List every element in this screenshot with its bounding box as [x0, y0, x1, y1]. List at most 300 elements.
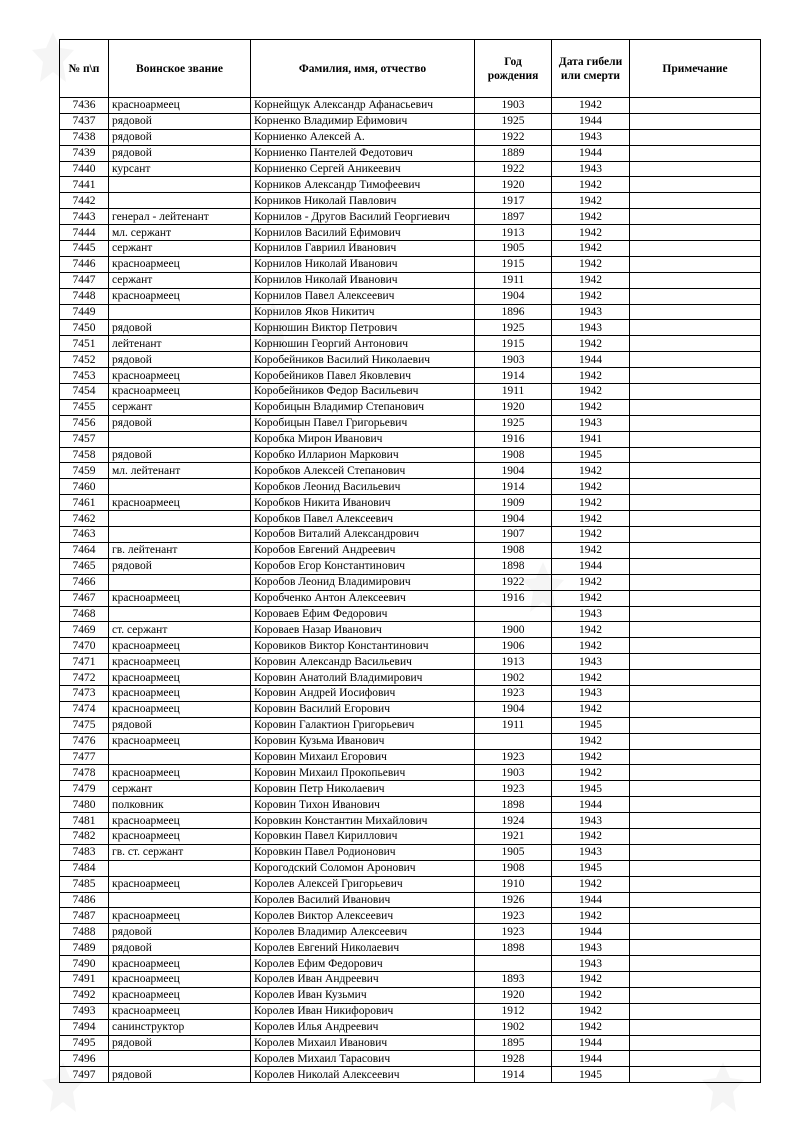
table-row	[60, 685, 761, 701]
cell-death-date: 1944	[552, 145, 630, 161]
cell-rank: сержант	[109, 241, 251, 257]
cell-note	[630, 828, 761, 844]
cell-note	[630, 431, 761, 447]
cell-number: 7476	[60, 733, 109, 749]
cell-number: 7457	[60, 431, 109, 447]
cell-rank: гв. лейтенант	[109, 542, 251, 558]
cell-number: 7440	[60, 161, 109, 177]
cell-rank: рядовой	[109, 1067, 251, 1083]
cell-full-name: Королев Михаил Тарасович	[251, 1051, 475, 1067]
cell-birth-year: 1924	[475, 813, 552, 829]
cell-death-date: 1944	[552, 113, 630, 129]
cell-birth-year: 1915	[475, 336, 552, 352]
cell-death-date: 1943	[552, 606, 630, 622]
table-row	[60, 876, 761, 892]
cell-death-date: 1942	[552, 225, 630, 241]
cell-birth-year: 1923	[475, 685, 552, 701]
cell-rank: курсант	[109, 161, 251, 177]
table-row	[60, 797, 761, 813]
cell-birth-year: 1922	[475, 129, 552, 145]
cell-note	[630, 876, 761, 892]
cell-full-name: Коровиков Виктор Константинович	[251, 638, 475, 654]
cell-full-name: Коровин Галактион Григорьевич	[251, 717, 475, 733]
cell-full-name: Коробов Виталий Александрович	[251, 527, 475, 543]
cell-full-name: Коробицын Павел Григорьевич	[251, 415, 475, 431]
cell-number: 7483	[60, 844, 109, 860]
cell-note	[630, 272, 761, 288]
cell-birth-year: 1908	[475, 447, 552, 463]
cell-birth-year: 1928	[475, 1051, 552, 1067]
cell-rank: красноармеец	[109, 1003, 251, 1019]
cell-birth-year: 1912	[475, 1003, 552, 1019]
cell-note	[630, 717, 761, 733]
table-row	[60, 241, 761, 257]
cell-full-name: Корнилов Павел Алексеевич	[251, 288, 475, 304]
cell-number: 7496	[60, 1051, 109, 1067]
cell-number: 7458	[60, 447, 109, 463]
cell-note	[630, 209, 761, 225]
cell-death-date: 1943	[552, 161, 630, 177]
table-row	[60, 701, 761, 717]
table-row	[60, 527, 761, 543]
cell-birth-year: 1916	[475, 590, 552, 606]
cell-birth-year: 1923	[475, 749, 552, 765]
cell-death-date: 1942	[552, 574, 630, 590]
table-row	[60, 399, 761, 415]
cell-full-name: Коробейников Павел Яковлевич	[251, 368, 475, 384]
cell-full-name: Коробов Леонид Владимирович	[251, 574, 475, 590]
cell-birth-year: 1913	[475, 225, 552, 241]
table-row	[60, 1067, 761, 1083]
cell-rank: красноармеец	[109, 908, 251, 924]
cell-birth-year: 1900	[475, 622, 552, 638]
cell-note	[630, 654, 761, 670]
cell-death-date: 1942	[552, 908, 630, 924]
cell-death-date: 1942	[552, 399, 630, 415]
cell-birth-year: 1914	[475, 479, 552, 495]
cell-note	[630, 638, 761, 654]
cell-death-date: 1942	[552, 670, 630, 686]
table-row	[60, 1051, 761, 1067]
cell-full-name: Королев Василий Иванович	[251, 892, 475, 908]
cell-number: 7462	[60, 511, 109, 527]
table-row	[60, 749, 761, 765]
cell-rank: сержант	[109, 781, 251, 797]
cell-number: 7453	[60, 368, 109, 384]
cell-death-date: 1941	[552, 431, 630, 447]
cell-birth-year: 1923	[475, 924, 552, 940]
cell-number: 7443	[60, 209, 109, 225]
cell-number: 7497	[60, 1067, 109, 1083]
cell-note	[630, 98, 761, 114]
cell-number: 7467	[60, 590, 109, 606]
cell-note	[630, 956, 761, 972]
cell-death-date: 1945	[552, 781, 630, 797]
cell-rank	[109, 574, 251, 590]
cell-rank: красноармеец	[109, 256, 251, 272]
cell-note	[630, 574, 761, 590]
cell-birth-year: 1921	[475, 828, 552, 844]
cell-full-name: Коробков Никита Иванович	[251, 495, 475, 511]
cell-note	[630, 368, 761, 384]
table-body	[60, 98, 761, 1083]
table-row	[60, 622, 761, 638]
cell-death-date: 1942	[552, 241, 630, 257]
cell-number: 7437	[60, 113, 109, 129]
cell-full-name: Королев Владимир Алексеевич	[251, 924, 475, 940]
cell-birth-year: 1897	[475, 209, 552, 225]
cell-rank: красноармеец	[109, 495, 251, 511]
cell-number: 7479	[60, 781, 109, 797]
cell-rank: красноармеец	[109, 828, 251, 844]
cell-rank: красноармеец	[109, 765, 251, 781]
table-row	[60, 765, 761, 781]
cell-birth-year: 1908	[475, 860, 552, 876]
cell-death-date: 1942	[552, 733, 630, 749]
cell-birth-year: 1903	[475, 352, 552, 368]
cell-note	[630, 606, 761, 622]
register-page	[59, 39, 760, 1083]
cell-birth-year: 1916	[475, 431, 552, 447]
table-row	[60, 145, 761, 161]
cell-full-name: Коровин Михаил Егорович	[251, 749, 475, 765]
cell-death-date: 1945	[552, 860, 630, 876]
cell-death-date: 1942	[552, 463, 630, 479]
table-row	[60, 113, 761, 129]
table-row	[60, 431, 761, 447]
table-row	[60, 940, 761, 956]
cell-full-name: Корогодский Соломон Аронович	[251, 860, 475, 876]
cell-birth-year: 1898	[475, 940, 552, 956]
cell-rank	[109, 860, 251, 876]
cell-death-date: 1942	[552, 256, 630, 272]
cell-rank: красноармеец	[109, 685, 251, 701]
cell-death-date: 1942	[552, 971, 630, 987]
cell-death-date: 1942	[552, 1003, 630, 1019]
cell-number: 7493	[60, 1003, 109, 1019]
cell-note	[630, 971, 761, 987]
memorial-register-table	[59, 39, 761, 1083]
cell-note	[630, 113, 761, 129]
cell-number: 7459	[60, 463, 109, 479]
cell-death-date: 1944	[552, 892, 630, 908]
cell-death-date: 1942	[552, 511, 630, 527]
cell-rank: рядовой	[109, 129, 251, 145]
cell-number: 7454	[60, 384, 109, 400]
cell-note	[630, 749, 761, 765]
cell-rank: генерал - лейтенант	[109, 209, 251, 225]
cell-note	[630, 352, 761, 368]
table-row	[60, 892, 761, 908]
cell-rank	[109, 479, 251, 495]
table-row	[60, 352, 761, 368]
cell-death-date: 1944	[552, 1035, 630, 1051]
cell-full-name: Коробов Евгений Андреевич	[251, 542, 475, 558]
cell-rank	[109, 304, 251, 320]
cell-note	[630, 781, 761, 797]
cell-birth-year: 1895	[475, 1035, 552, 1051]
cell-full-name: Коробков Павел Алексеевич	[251, 511, 475, 527]
cell-rank: санинструктор	[109, 1019, 251, 1035]
table-row	[60, 304, 761, 320]
table-row	[60, 320, 761, 336]
cell-birth-year: 1915	[475, 256, 552, 272]
cell-number: 7473	[60, 685, 109, 701]
cell-number: 7439	[60, 145, 109, 161]
cell-note	[630, 685, 761, 701]
cell-number: 7480	[60, 797, 109, 813]
cell-note	[630, 860, 761, 876]
cell-rank: рядовой	[109, 113, 251, 129]
cell-birth-year: 1905	[475, 241, 552, 257]
cell-full-name: Корнюшин Георгий Антонович	[251, 336, 475, 352]
cell-note	[630, 844, 761, 860]
cell-death-date: 1943	[552, 940, 630, 956]
cell-number: 7470	[60, 638, 109, 654]
cell-rank	[109, 431, 251, 447]
table-row	[60, 161, 761, 177]
cell-number: 7448	[60, 288, 109, 304]
cell-death-date: 1942	[552, 638, 630, 654]
table-row	[60, 590, 761, 606]
cell-rank: красноармеец	[109, 876, 251, 892]
cell-rank: красноармеец	[109, 987, 251, 1003]
cell-death-date: 1942	[552, 590, 630, 606]
cell-birth-year: 1911	[475, 384, 552, 400]
cell-number: 7489	[60, 940, 109, 956]
cell-full-name: Корников Александр Тимофеевич	[251, 177, 475, 193]
table-row	[60, 272, 761, 288]
cell-note	[630, 558, 761, 574]
cell-birth-year: 1903	[475, 98, 552, 114]
cell-birth-year: 1898	[475, 558, 552, 574]
cell-death-date: 1942	[552, 876, 630, 892]
cell-full-name: Коровкин Павел Кириллович	[251, 828, 475, 844]
cell-death-date: 1945	[552, 1067, 630, 1083]
cell-death-date: 1942	[552, 495, 630, 511]
table-row	[60, 479, 761, 495]
cell-full-name: Корнилов - Другов Василий Георгиевич	[251, 209, 475, 225]
table-row	[60, 177, 761, 193]
cell-rank: красноармеец	[109, 701, 251, 717]
table-row	[60, 924, 761, 940]
cell-rank: рядовой	[109, 924, 251, 940]
cell-birth-year: 1914	[475, 368, 552, 384]
cell-number: 7449	[60, 304, 109, 320]
cell-number: 7487	[60, 908, 109, 924]
cell-rank	[109, 606, 251, 622]
cell-full-name: Королев Илья Андреевич	[251, 1019, 475, 1035]
table-row	[60, 828, 761, 844]
cell-rank: красноармеец	[109, 638, 251, 654]
cell-rank: красноармеец	[109, 956, 251, 972]
cell-number: 7486	[60, 892, 109, 908]
cell-number: 7464	[60, 542, 109, 558]
table-row	[60, 733, 761, 749]
cell-birth-year	[475, 733, 552, 749]
cell-birth-year: 1905	[475, 844, 552, 860]
cell-birth-year: 1925	[475, 320, 552, 336]
table-row	[60, 415, 761, 431]
cell-note	[630, 1067, 761, 1083]
cell-death-date: 1942	[552, 1019, 630, 1035]
cell-number: 7492	[60, 987, 109, 1003]
cell-birth-year: 1909	[475, 495, 552, 511]
cell-note	[630, 797, 761, 813]
table-row	[60, 336, 761, 352]
cell-full-name: Королев Иван Андреевич	[251, 971, 475, 987]
cell-number: 7455	[60, 399, 109, 415]
cell-number: 7445	[60, 241, 109, 257]
cell-birth-year: 1917	[475, 193, 552, 209]
cell-death-date: 1943	[552, 304, 630, 320]
cell-note	[630, 1019, 761, 1035]
cell-number: 7438	[60, 129, 109, 145]
cell-full-name: Корнилов Николай Иванович	[251, 272, 475, 288]
cell-rank: красноармеец	[109, 384, 251, 400]
cell-note	[630, 161, 761, 177]
cell-full-name: Корниенко Сергей Аникеевич	[251, 161, 475, 177]
cell-full-name: Королев Михаил Иванович	[251, 1035, 475, 1051]
cell-birth-year	[475, 956, 552, 972]
cell-birth-year: 1904	[475, 701, 552, 717]
cell-full-name: Корников Николай Павлович	[251, 193, 475, 209]
cell-full-name: Королев Иван Кузьмич	[251, 987, 475, 1003]
cell-number: 7446	[60, 256, 109, 272]
cell-death-date: 1943	[552, 685, 630, 701]
cell-rank	[109, 193, 251, 209]
cell-death-date: 1942	[552, 209, 630, 225]
header-death-date: Дата гибели или смерти	[552, 40, 630, 98]
cell-birth-year: 1920	[475, 987, 552, 1003]
cell-rank: рядовой	[109, 1035, 251, 1051]
cell-number: 7475	[60, 717, 109, 733]
cell-death-date: 1942	[552, 288, 630, 304]
cell-rank: красноармеец	[109, 733, 251, 749]
table-row	[60, 256, 761, 272]
cell-note	[630, 256, 761, 272]
table-row	[60, 574, 761, 590]
table-row	[60, 193, 761, 209]
cell-rank: красноармеец	[109, 654, 251, 670]
cell-full-name: Коровин Александр Васильевич	[251, 654, 475, 670]
table-row	[60, 129, 761, 145]
cell-death-date: 1942	[552, 622, 630, 638]
cell-full-name: Королев Иван Никифорович	[251, 1003, 475, 1019]
table-row	[60, 542, 761, 558]
cell-number: 7450	[60, 320, 109, 336]
cell-birth-year: 1908	[475, 542, 552, 558]
cell-note	[630, 145, 761, 161]
cell-number: 7477	[60, 749, 109, 765]
cell-rank: рядовой	[109, 558, 251, 574]
cell-rank	[109, 1051, 251, 1067]
cell-birth-year: 1922	[475, 161, 552, 177]
cell-note	[630, 1051, 761, 1067]
cell-birth-year: 1896	[475, 304, 552, 320]
cell-death-date: 1942	[552, 272, 630, 288]
cell-full-name: Коровин Михаил Прокопьевич	[251, 765, 475, 781]
cell-full-name: Королев Николай Алексеевич	[251, 1067, 475, 1083]
cell-full-name: Коробейников Федор Васильевич	[251, 384, 475, 400]
cell-birth-year: 1922	[475, 574, 552, 590]
header-full-name: Фамилия, имя, отчество	[251, 40, 475, 98]
cell-death-date: 1942	[552, 765, 630, 781]
table-row	[60, 844, 761, 860]
cell-birth-year: 1911	[475, 272, 552, 288]
cell-note	[630, 384, 761, 400]
table-row	[60, 606, 761, 622]
table-row	[60, 956, 761, 972]
cell-rank: красноармеец	[109, 98, 251, 114]
cell-death-date: 1943	[552, 415, 630, 431]
table-row	[60, 860, 761, 876]
cell-death-date: 1944	[552, 924, 630, 940]
cell-rank	[109, 527, 251, 543]
cell-number: 7488	[60, 924, 109, 940]
cell-note	[630, 288, 761, 304]
cell-note	[630, 701, 761, 717]
cell-note	[630, 399, 761, 415]
cell-full-name: Коробченко Антон Алексеевич	[251, 590, 475, 606]
cell-rank: лейтенант	[109, 336, 251, 352]
cell-birth-year: 1925	[475, 113, 552, 129]
cell-death-date: 1942	[552, 384, 630, 400]
cell-full-name: Коробко Илларион Маркович	[251, 447, 475, 463]
table-row	[60, 463, 761, 479]
header-note: Примечание	[630, 40, 761, 98]
cell-full-name: Коровин Андрей Иосифович	[251, 685, 475, 701]
cell-number: 7465	[60, 558, 109, 574]
table-row	[60, 558, 761, 574]
cell-rank: красноармеец	[109, 971, 251, 987]
cell-birth-year: 1898	[475, 797, 552, 813]
cell-birth-year: 1902	[475, 1019, 552, 1035]
cell-death-date: 1945	[552, 447, 630, 463]
cell-death-date: 1942	[552, 479, 630, 495]
cell-death-date: 1945	[552, 717, 630, 733]
cell-birth-year: 1902	[475, 670, 552, 686]
cell-birth-year: 1913	[475, 654, 552, 670]
cell-full-name: Коровин Тихон Иванович	[251, 797, 475, 813]
table-row	[60, 225, 761, 241]
cell-number: 7436	[60, 98, 109, 114]
cell-full-name: Коровин Анатолий Владимирович	[251, 670, 475, 686]
cell-rank: полковник	[109, 797, 251, 813]
table-row	[60, 384, 761, 400]
cell-number: 7471	[60, 654, 109, 670]
cell-note	[630, 940, 761, 956]
cell-birth-year: 1907	[475, 527, 552, 543]
cell-birth-year: 1923	[475, 781, 552, 797]
table-row	[60, 654, 761, 670]
cell-number: 7484	[60, 860, 109, 876]
cell-note	[630, 479, 761, 495]
cell-rank: рядовой	[109, 145, 251, 161]
cell-birth-year: 1920	[475, 399, 552, 415]
cell-birth-year: 1910	[475, 876, 552, 892]
table-row	[60, 971, 761, 987]
header-rank: Воинское звание	[109, 40, 251, 98]
cell-number: 7444	[60, 225, 109, 241]
table-row	[60, 638, 761, 654]
cell-rank: красноармеец	[109, 590, 251, 606]
cell-note	[630, 320, 761, 336]
table-row	[60, 288, 761, 304]
cell-note	[630, 527, 761, 543]
cell-death-date: 1942	[552, 987, 630, 1003]
cell-note	[630, 765, 761, 781]
